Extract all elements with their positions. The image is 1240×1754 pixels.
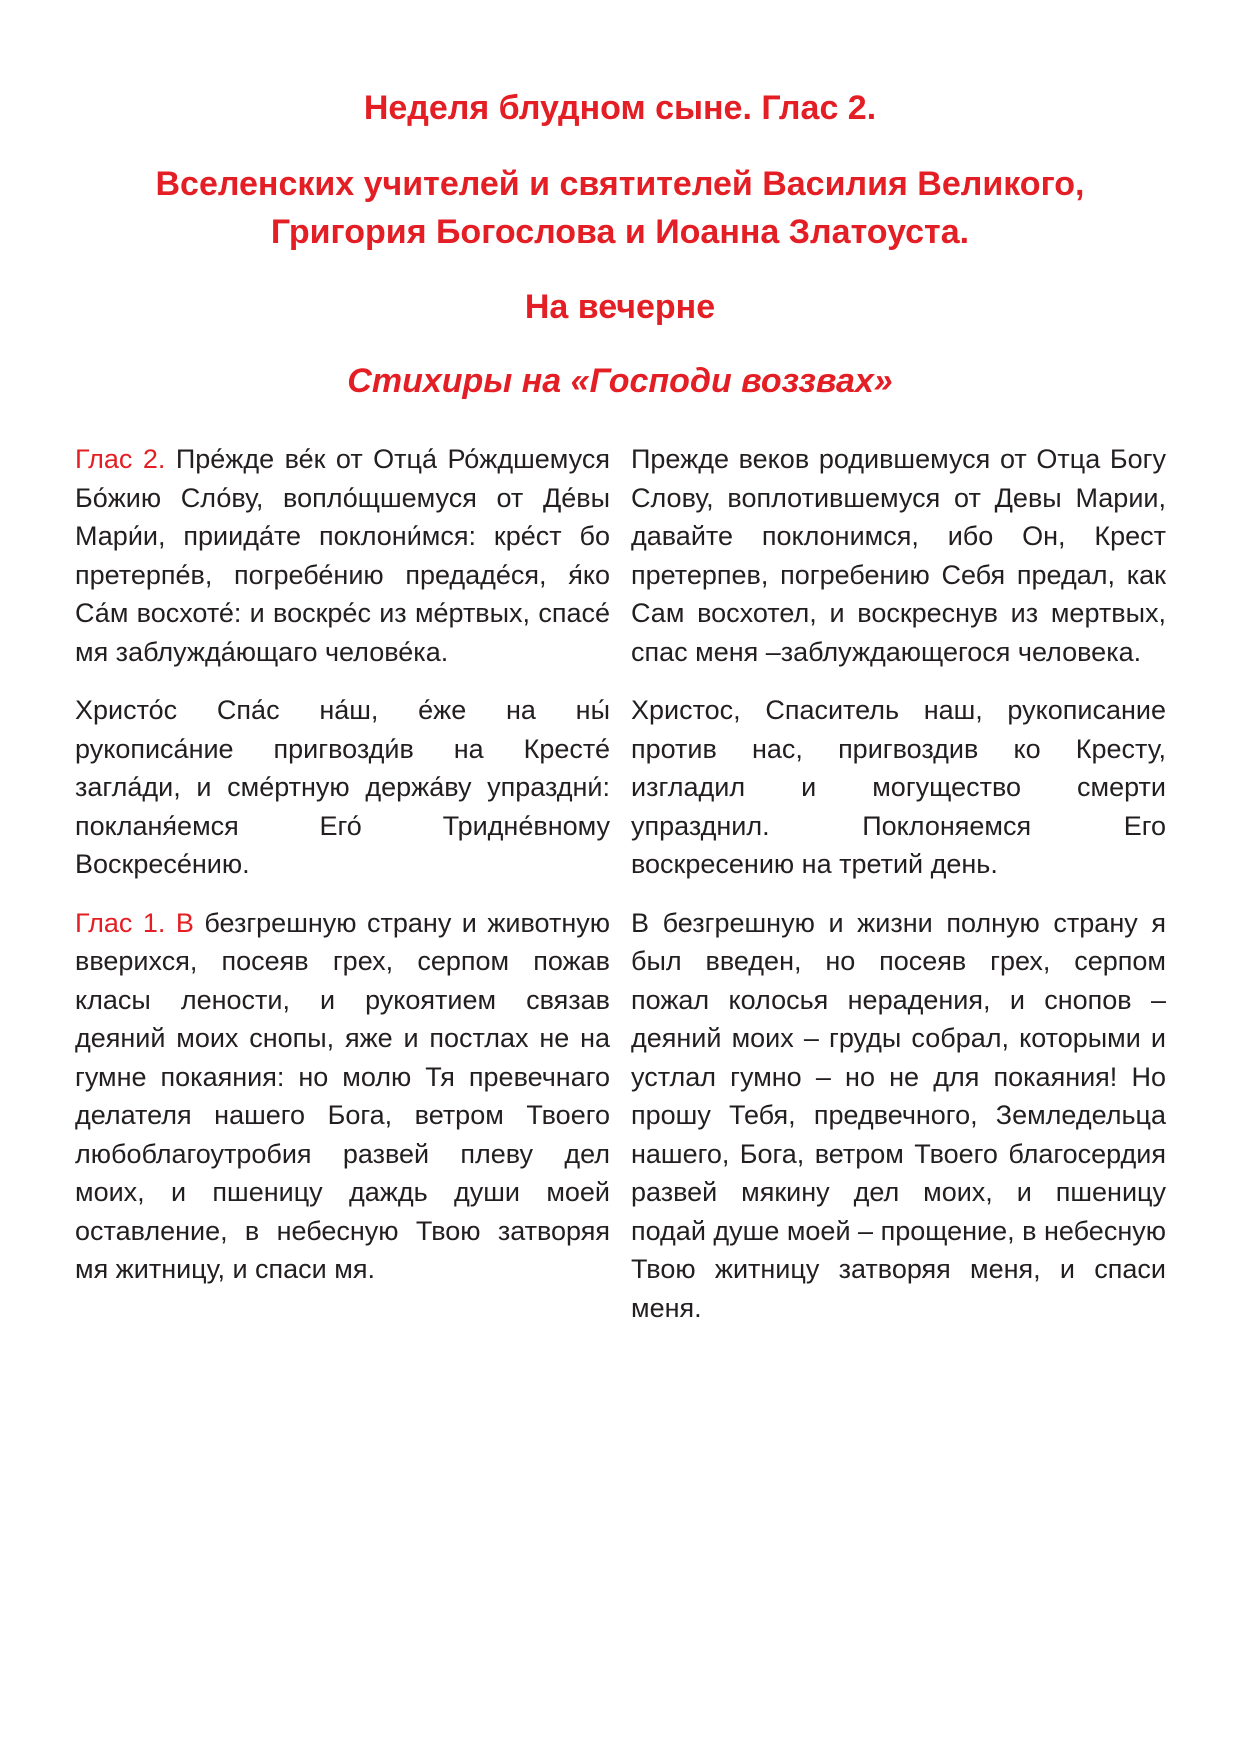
stichera-text: безгрешную страну и животную вверихся, посеяв грех, серпом пожав класы лености, и рукоятием связав деяний моих снопы, яже и постлах не на гумне покаяния: но молю Тя превечнаго делателя нашего Бога, ветром Твоего любоблагоутробия развей плеву дел моих, и пшеницу даждь души моей оставление, в небесную Твою затворяя мя житницу, и спаси мя.	[75, 907, 610, 1284]
title-saints	[60, 160, 1180, 256]
title-vespers: На вечерне	[524, 288, 716, 326]
stichera-text: Пре́жде ве́к от Отца́ Ро́ждшемуся Бо́жию Сло́ву, вопло́щшемуся от Де́вы Мари́и, приида́те поклони́мся: кре́ст бо претерпе́в, погребе́нию предаде́ся, я́ко Са́м восхоте́: и воскре́с из ме́ртвых, спасе́ мя заблужда́ющаго челове́ка.	[75, 444, 610, 667]
stichera-paragraph-1	[75, 440, 610, 671]
translation-paragraph-3: В безгрешную и жизни полную страну я был введен, но посеяв грех, серпом пожал колосья нерадения, и снопов – деяний моих – груды собрал, которыми и устлал гумно – но не для покаяния! Но прошу Тебя, предвечного, Земледельца нашего, Бога, ветром Твоего благосердия развей мякину дел моих, и пшеницу подай душе моей – прощение, в небесную Твою житницу затворяя меня, и спаси меня.	[631, 907, 1166, 1323]
stichera-text: Христо́с Спа́с на́ш, е́же на ны́ рукописа́ние пригвозди́в на Кресте́ загла́ди, и сме́ртную держа́ву упраздни́: покланя́емся Его́ Тридне́вному Воскресе́нию.	[75, 695, 610, 879]
title-saints-line2: Григория Богослова и Иоанна Златоуста.	[270, 213, 970, 251]
tone-label: Глас 1. В	[75, 907, 194, 938]
translation-paragraph-1: Прежде веков родившемуся от Отца Богу Слову, воплотившемуся от Девы Марии, давайте поклонимся, ибо Он, Крест претерпев, погребению Себя предал, как Сам восхотел, и воскреснув из мертвых, спас меня –заблуждающегося человека.	[631, 444, 1166, 667]
translation-paragraph-2: Христос, Спаситель наш, рукописание против нас, пригвоздив ко Кресту, изгладил и могущество смерти упразднил. Поклоняемся Его воскресению на третий день.	[631, 695, 1166, 879]
russian-translation-column	[631, 440, 1166, 1347]
stichera-paragraph-3	[75, 904, 610, 1289]
tone-label: Глас 2.	[75, 444, 166, 474]
title-stichera: Стихиры на «Господи воззвах»	[347, 362, 893, 400]
stichera-paragraph-2	[75, 691, 610, 884]
title-saints-line1: Вселенских учителей и святителей Василия Великого,	[155, 165, 1085, 203]
church-slavonic-column	[75, 440, 610, 1309]
title-week: Неделя блудном сыне. Глас 2.	[363, 89, 877, 127]
